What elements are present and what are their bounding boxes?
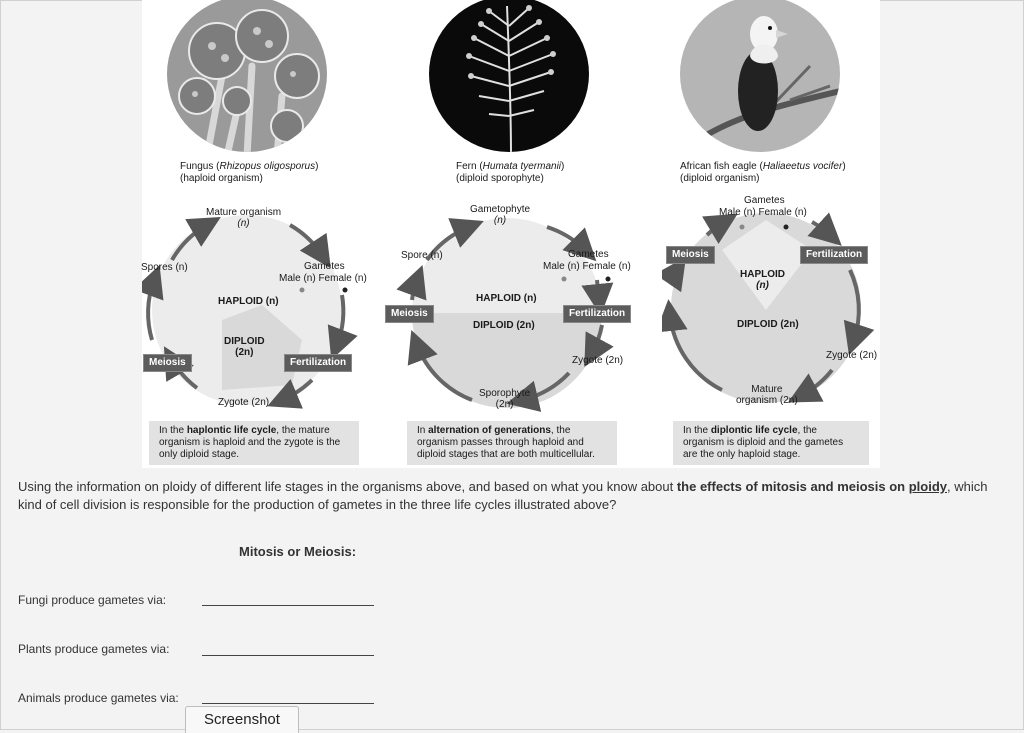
eagle-zygote-label: Zygote (2n) — [826, 350, 878, 361]
fungus-mature-label: Mature organism (n) — [206, 207, 282, 229]
fungus-cycle-diagram — [142, 200, 382, 420]
fern-gametophyte-label: Gametophyte (n) — [470, 204, 531, 226]
eagle-diploid-label: DIPLOID (2n) — [737, 319, 799, 330]
eagle-fertilization-box: Fertilization — [800, 246, 868, 264]
animals-answer-label: Animals produce gametes via: — [18, 691, 179, 705]
fungus-photo — [167, 0, 327, 152]
fern-photo — [429, 0, 589, 152]
fern-sporophyte-label: Sporophyte (2n) — [479, 388, 531, 410]
fern-haploid-label: HAPLOID (n) — [476, 293, 537, 304]
question-text: Using the information on ploidy of different life stages in the organisms above, and based on what you know about the effects of mitosis and meiosis on ploidy, which kind of cell division is responsible for the production of gametes in the three life cycles illustrated above? — [18, 479, 988, 512]
fungus-caption: Fungus (Rhizopus oligosporus) (haploid organism) — [180, 161, 319, 184]
eagle-caption: African fish eagle (Haliaeetus vocifer) (diploid organism) — [680, 161, 846, 184]
fungus-meiosis-box: Meiosis — [143, 354, 192, 372]
fungus-spores-label: Spores (n) — [141, 262, 188, 273]
fungus-note: In the haplontic life cycle, the mature organism is haploid and the zygote is the only diploid stage. — [149, 421, 359, 465]
eagle-note: In the diplontic life cycle, the organism is diploid and the gametes are the only haploid stage. — [673, 421, 869, 465]
fern-diploid-label: DIPLOID (2n) — [473, 320, 535, 331]
fungus-male-female-label: Male (n) Female (n) — [279, 273, 367, 284]
fungus-diploid-label: DIPLOID (2n) — [224, 336, 265, 358]
fungus-gametes-label: Gametes — [304, 261, 345, 272]
fern-zygote-label: Zygote (2n) — [572, 355, 624, 366]
fungus-zygote-label: Zygote (2n) — [218, 397, 270, 408]
fern-note: In alternation of generations, the organism passes through haploid and diploid stages that are both multicellular. — [407, 421, 617, 465]
screenshot-button[interactable]: Screenshot — [185, 706, 299, 733]
fern-gametes-label: Gametes — [568, 249, 609, 260]
eagle-male-female-label: Male (n) Female (n) — [719, 207, 807, 218]
fungi-answer-label: Fungi produce gametes via: — [18, 593, 167, 607]
eagle-meiosis-box: Meiosis — [666, 246, 715, 264]
fungi-answer-blank[interactable] — [202, 605, 374, 606]
fern-fertilization-box: Fertilization — [563, 305, 631, 323]
eagle-haploid-label: HAPLOID (n) — [740, 269, 785, 291]
fern-male-female-label: Male (n) Female (n) — [543, 261, 631, 272]
answer-column-header: Mitosis or Meiosis: — [239, 544, 357, 559]
fungus-haploid-label: HAPLOID (n) — [218, 296, 279, 307]
fern-meiosis-box: Meiosis — [385, 305, 434, 323]
plants-answer-label: Plants produce gametes via: — [18, 642, 170, 656]
fern-spore-label: Spore (n) — [401, 250, 443, 261]
fern-caption: Fern (Humata tyermanii) (diploid sporophyte) — [456, 161, 565, 184]
fungus-fertilization-box: Fertilization — [284, 354, 352, 372]
plants-answer-blank[interactable] — [202, 655, 374, 656]
life-cycles-figure — [142, 0, 880, 468]
eagle-photo — [680, 0, 840, 152]
eagle-cycle-diagram — [662, 210, 882, 410]
animals-answer-blank[interactable] — [202, 703, 374, 704]
eagle-mature-label: Mature organism (2n) — [736, 384, 798, 406]
eagle-gametes-label: Gametes — [744, 195, 785, 206]
